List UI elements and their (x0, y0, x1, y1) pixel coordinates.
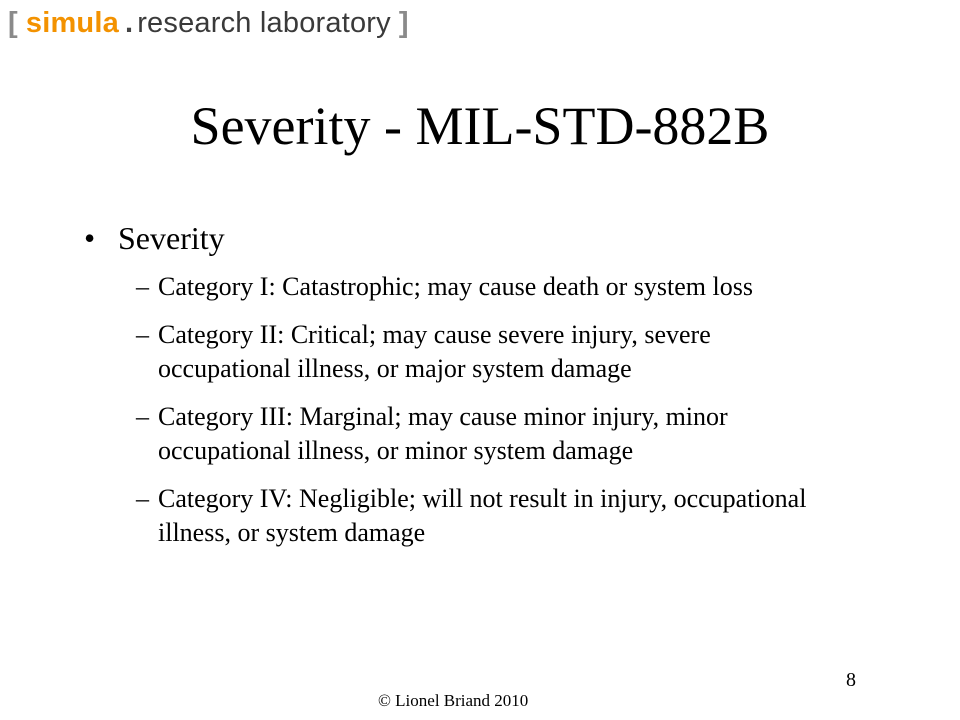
category-text: Category II: Critical; may cause severe injury, severe occupational illness, or major system damage (158, 320, 711, 383)
category-item (136, 400, 838, 468)
dash-marker: – (136, 484, 149, 513)
copyright-notice: © Lionel Briand 2010 (378, 691, 529, 710)
bullet-text: Severity (118, 220, 225, 256)
bullet-marker: • (84, 220, 96, 256)
category-item (136, 318, 838, 386)
category-text: Category I: Catastrophic; may cause death or system loss (158, 272, 753, 301)
category-text: Category III: Marginal; may cause minor injury, minor occupational illness, or minor system damage (158, 402, 728, 465)
dash-marker: – (136, 402, 149, 431)
bullet-item (84, 214, 884, 262)
slide-content (84, 214, 884, 564)
dash-marker: – (136, 272, 149, 301)
slide-title: Severity - MIL-STD-882B (190, 96, 770, 156)
logo-open-bracket: [ (8, 6, 18, 39)
severity-categories-list (136, 270, 884, 550)
category-item (136, 270, 838, 304)
logo-dot: . (124, 6, 134, 39)
dash-marker: – (136, 320, 149, 349)
logo-brand: simula (25, 6, 119, 39)
simula-logo (8, 6, 409, 40)
logo-close-bracket: ] (398, 6, 409, 39)
category-text: Category IV: Negligible; will not result in injury, occupational illness, or system damage (158, 484, 807, 547)
page-number: 8 (846, 669, 856, 691)
logo-subtitle: research laboratory (137, 6, 391, 39)
category-item (136, 482, 838, 550)
